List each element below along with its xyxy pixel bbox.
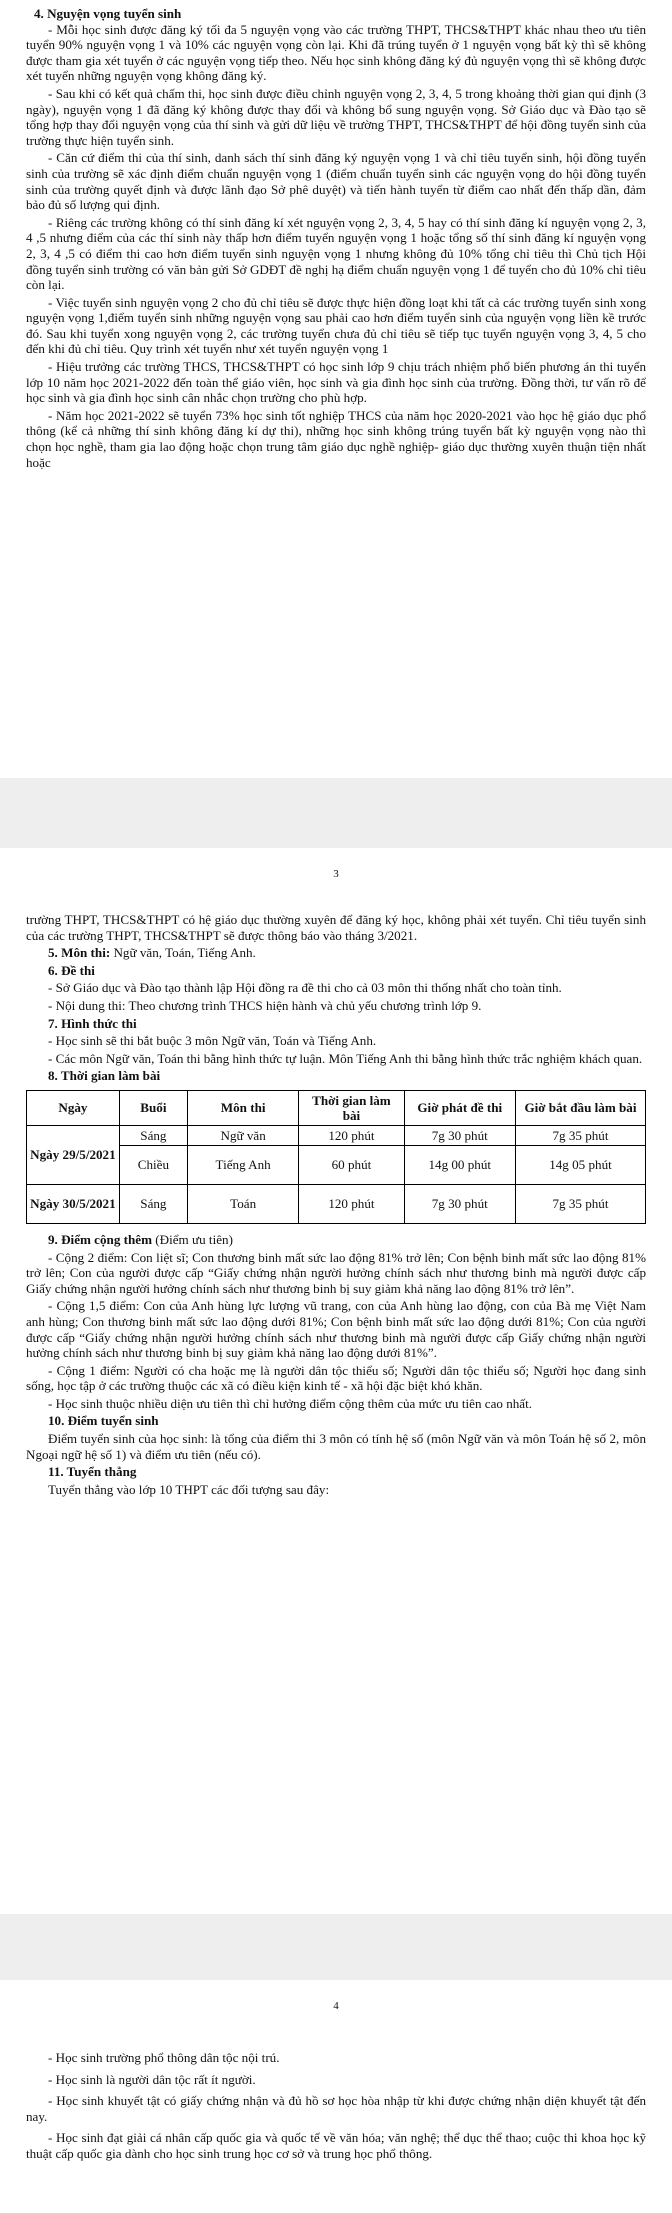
section-9-paragraph: - Cộng 2 điểm: Con liệt sĩ; Con thương binh mất sức lao động 81% trở lên; Con bệnh binh mất sức lao động 81% trở lên; Con của người được cấp “Giấy chứng nhận người hưởng chính sách như thương binh mà người được cấp Giấy chứng nhận người hưởng chính sách như thương binh bị suy giảm khả năng lao động 81% trở lên”. [26, 1249, 646, 1296]
continuation-paragraph: trường THPT, THCS&THPT có hệ giáo dục thường xuyên để đăng ký học, không phải xét tuyển. Chỉ tiêu tuyển sinh của các trường THPT, THCS&THPT sẽ được thông báo vào tháng 3/2021. [26, 912, 646, 943]
header-cell: Giờ phát đề thi [404, 1090, 515, 1125]
header-cell: Môn thi [187, 1090, 298, 1125]
session-cell: Sáng [119, 1125, 187, 1145]
section-4-paragraph: - Việc tuyển sinh nguyện vọng 2 cho đủ chỉ tiêu sẽ được thực hiện đồng loạt khi tất cả các trường tuyển sinh xong nguyện vọng 1,điểm tuyển sinh những nguyện vọng sau phải cao hơn điểm tuyển sinh của nguyện vọng liền kề trước đó. Sau khi tuyển xong nguyện vọng 2, các trường tuyển chưa đủ chỉ tiêu sẽ tiếp tục tuyển nguyện vọng 3, 4, 5 cho đến khi đủ chỉ tiêu. Quy trình xét tuyển như xét tuyển nguyện vọng 1 [26, 294, 646, 357]
hand-out-time-cell: 7g 30 phút [404, 1125, 515, 1145]
header-cell: Thời gian làm bài [299, 1090, 404, 1125]
start-time-cell: 14g 05 phút [515, 1145, 645, 1184]
section-10-heading: 10. Điểm tuyển sinh [48, 1413, 159, 1429]
section-4-paragraph: - Riêng các trường không có thí sinh đăng kí xét nguyện vọng 2, 3, 4, 5 hay có thí sinh đăng kí nguyện vọng 2, 3, 4 ,5 nhưng điểm của các thí sinh này thấp hơn điểm tuyển nguyện vọng 1 hoặc tổng số thí sinh đăng kí nguyện vọng 2, 3, 4 ,5 có điểm thi cao hơn điểm tuyển sinh nguyện vọng 1 nhưng không đủ 10% tổng chỉ tiêu thì Chủ tịch Hội đồng tuyển sinh trường có văn bản gửi Sở GDĐT đề nghị hạ điểm chuẩn nguyện vọng 1 để tuyển cho đủ 10% chỉ tiêu còn lại. [26, 214, 646, 293]
section-9-paragraph: - Cộng 1 điểm: Người có cha hoặc mẹ là người dân tộc thiểu số; Người dân tộc thiểu số; Người học đang sinh sống, học tập ở các trường thuộc các xã có điều kiện kinh tế - xã hội đặc biệt khó khăn. [26, 1362, 646, 1394]
section-7-heading: 7. Hình thức thi [48, 1015, 137, 1031]
section-10-text: Điểm tuyển sinh của học sinh: là tổng của điểm thi 3 môn có tính hệ số (môn Ngữ văn và môn Toán hệ số 2, môn Ngoại ngữ hệ số 1) và điểm ưu tiên (nếu có). [26, 1431, 646, 1462]
hand-out-time-cell: 7g 30 phút [404, 1184, 515, 1223]
table-row [27, 1125, 646, 1145]
duration-cell: 120 phút [299, 1184, 404, 1223]
section-7-paragraph: - Các môn Ngữ văn, Toán thi bằng hình thức tự luận. Môn Tiếng Anh thi bằng hình thức trắc nghiệm khách quan. [48, 1050, 643, 1066]
table-row [27, 1145, 646, 1184]
direct-admission-item: - Học sinh là người dân tộc rất ít người. [48, 2071, 256, 2087]
section-4-paragraph: - Hiệu trưởng các trường THCS, THCS&THPT có học sinh lớp 9 chịu trách nhiệm phổ biến phương án thi tuyển lớp 10 năm học 2021-2022 đến toàn thể giáo viên, học sinh và gia đình học sinh của trường. Đồng thời, tư vấn rõ để học sinh và gia đình học sinh cân nhắc chọn trường cho phù hợp. [26, 359, 646, 406]
section-6-paragraph: - Nội dung thi: Theo chương trình THCS hiện hành và chủ yếu chương trình lớp 9. [48, 997, 482, 1013]
section-9-heading: 9. Điểm cộng thêm [48, 1231, 153, 1247]
subject-cell: Tiếng Anh [187, 1145, 298, 1184]
header-cell: Ngày [27, 1090, 120, 1125]
direct-admission-item: - Học sinh đạt giải cá nhân cấp quốc gia và quốc tế về văn hóa; văn nghệ; thể dục thể thao; cuộc thi khoa học kỹ thuật cấp quốc gia dành cho học sinh trung học cơ sở và trung học phổ thông. [26, 2130, 646, 2161]
section-6-heading: 6. Đề thi [48, 962, 95, 978]
duration-cell: 60 phút [299, 1145, 404, 1184]
section-9 [48, 1232, 646, 1248]
page-number: 4 [333, 2000, 339, 2012]
session-cell: Chiều [119, 1145, 187, 1184]
exam-schedule-table [26, 1090, 646, 1224]
hand-out-time-cell: 14g 00 phút [404, 1145, 515, 1184]
section-9-paragraph: - Học sinh thuộc nhiều diện ưu tiên thì chỉ hưởng điểm cộng thêm của mức ưu tiên cao nhất. [48, 1395, 533, 1411]
section-4-paragraph: - Mỗi học sinh được đăng ký tối đa 5 nguyện vọng vào các trường THPT, THCS&THPT khác nhau theo ưu tiên tuyển 90% nguyện vọng 1 và 10% các nguyện vọng còn lại. Khi đã trúng tuyển ở 1 nguyện vọng bất kỳ thì sẽ không được tham gia xét tuyển ở các nguyện vọng tiếp theo. Nếu học sinh không đăng ký đủ nguyện vọng thì sẽ không được xét tuyển những nguyện vọng không đăng ký. [26, 21, 646, 84]
day-cell: Ngày 30/5/2021 [27, 1184, 120, 1223]
section-5-text: Ngữ văn, Toán, Tiếng Anh. [110, 945, 256, 961]
page-gap [0, 778, 672, 848]
start-time-cell: 7g 35 phút [515, 1125, 645, 1145]
page-4-content [26, 2050, 646, 2162]
start-time-cell: 7g 35 phút [515, 1184, 645, 1223]
section-8-heading: 8. Thời gian làm bài [48, 1068, 161, 1084]
section-11-heading: 11. Tuyển thẳng [48, 1464, 137, 1480]
page-3-content [26, 912, 646, 1497]
page-number: 3 [333, 868, 339, 880]
header-cell: Giờ bắt đầu làm bài [515, 1090, 645, 1125]
direct-admission-item: - Học sinh khuyết tật có giấy chứng nhận và đủ hồ sơ học hòa nhập từ khi được chứng nhận diện khuyết tật đến nay. [26, 2093, 646, 2124]
table-row [27, 1184, 646, 1223]
section-6-paragraph: - Sở Giáo dục và Đào tạo thành lập Hội đồng ra đề thi cho cả 03 môn thi thống nhất cho toàn tỉnh. [48, 980, 562, 996]
table-header-row [27, 1090, 646, 1125]
direct-admission-item: - Học sinh trường phổ thông dân tộc nội trú. [48, 2050, 280, 2065]
section-4-paragraph: - Căn cứ điểm thi của thí sinh, danh sách thí sinh đăng ký nguyện vọng 1 và chỉ tiêu tuyển sinh, hội đồng tuyển sinh của trường sẽ xác định điểm chuẩn nguyện vọng 1 (điểm chuẩn tuyển sinh các nguyện vọng do hội đồng tuyển sinh của trường quyết định và được lãnh đạo Sở phê duyệt) và tiến hành tuyển từ điểm cao nhất đến thấp dần, đảm bảo đủ số lượng qui định. [26, 150, 646, 213]
subject-cell: Toán [187, 1184, 298, 1223]
section-7-paragraph: - Học sinh sẽ thi bắt buộc 3 môn Ngữ văn, Toán và Tiếng Anh. [48, 1033, 377, 1049]
page-gap [0, 1914, 672, 1980]
header-cell: Buổi [119, 1090, 187, 1125]
section-4-paragraph: - Năm học 2021-2022 sẽ tuyển 73% học sinh tốt nghiệp THCS của năm học 2020-2021 vào học hệ giáo dục phổ thông (kể cả những thí sinh không đăng kí dự thi), những học sinh không trúng tuyển bất kỳ nguyện vọng nào thì chọn học nghề, tham gia lao động hoặc chọn trung tâm giáo dục nghề nghiệp- giáo dục thường xuyên thuận tiện nhất hoặc [26, 407, 646, 470]
section-4-paragraph: - Sau khi có kết quả chấm thi, học sinh được điều chỉnh nguyện vọng 2, 3, 4, 5 trong khoảng thời gian qui định (3 ngày), nguyện vọng 1 đã đăng ký không được thay đổi và không bổ sung nguyện vọng. Sở Giáo dục và Đào tạo sẽ tổng hợp thay đổi nguyện vọng của thí sinh và gửi dữ liệu về trường THPT, THCS&THPT để hội đồng tuyển sinh của trường thực hiện tuyển sinh. [26, 85, 646, 148]
section-4 [26, 6, 646, 470]
session-cell: Sáng [119, 1184, 187, 1223]
subject-cell: Ngữ văn [187, 1125, 298, 1145]
section-5-heading: 5. Môn thi: [48, 945, 111, 961]
section-9-paragraph: - Cộng 1,5 điểm: Con của Anh hùng lực lượng vũ trang, con của Anh hùng lao động, con của Bà mẹ Việt Nam anh hùng; Con thương binh mất sức lao động dưới 81%; Con bệnh binh mất sức lao động dưới 81%; Con của người được cấp “Giấy chứng nhận người hưởng chính sách như thương binh mà người được cấp Giấy chứng nhận người hưởng chính sách như thương binh bị suy giảm khả năng lao động dưới 81%”. [26, 1298, 646, 1361]
section-9-heading-note: (Điểm ưu tiên) [152, 1231, 233, 1247]
section-11-text: Tuyển thẳng vào lớp 10 THPT các đối tượng sau đây: [48, 1481, 330, 1497]
day-cell: Ngày 29/5/2021 [27, 1125, 120, 1184]
section-5 [48, 945, 646, 961]
duration-cell: 120 phút [299, 1125, 404, 1145]
section-4-heading: 4. Nguyện vọng tuyển sinh [34, 6, 182, 21]
